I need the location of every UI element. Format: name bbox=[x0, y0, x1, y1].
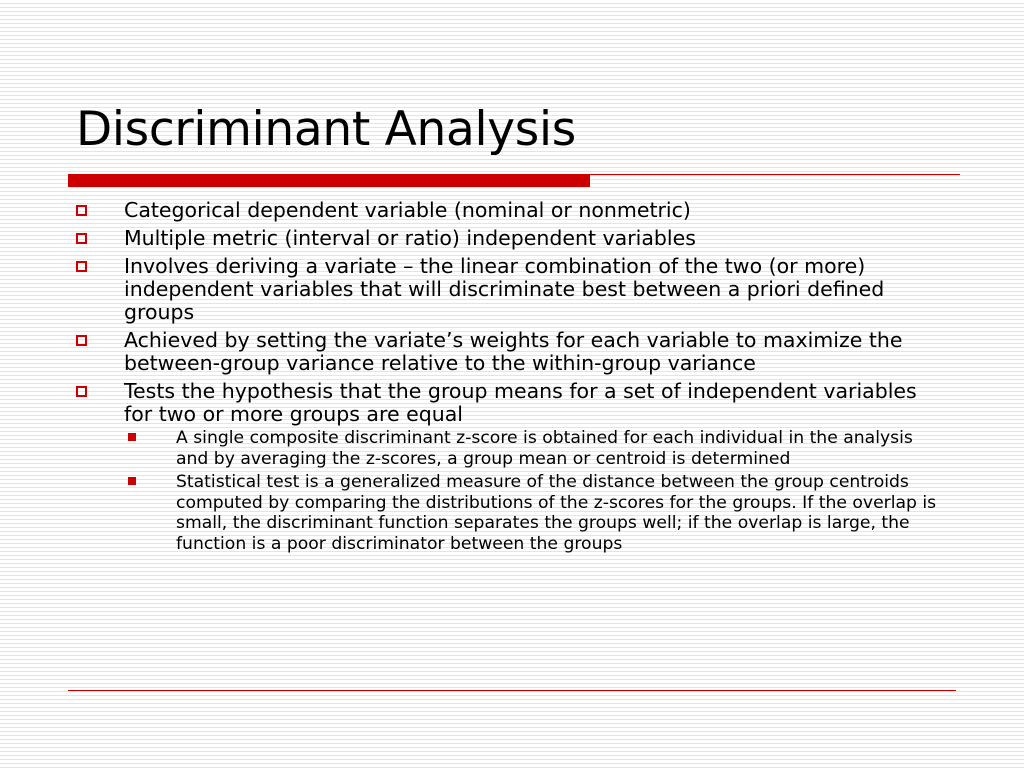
hollow-square-bullet-icon bbox=[76, 233, 87, 244]
bullet-text: Tests the hypothesis that the group means for a set of independent variables for two or more groups are equal bbox=[124, 379, 917, 426]
title-underline-thick-bar bbox=[68, 174, 590, 187]
filled-square-bullet-icon bbox=[128, 433, 136, 441]
bullet-text: Achieved by setting the variate’s weights for each variable to maximize the between-group variance relative to the within-group variance bbox=[124, 328, 903, 375]
title-underline-thin-line bbox=[590, 174, 960, 175]
filled-square-bullet-icon bbox=[128, 477, 136, 485]
sub-bullet-text: A single composite discriminant z-score is obtained for each individual in the analysis and by averaging the z-scores, a group mean or centroid is determined bbox=[176, 428, 913, 469]
sub-bullet-item bbox=[128, 472, 956, 554]
sub-bullet-text: Statistical test is a generalized measure of the distance between the group centroids computed by comparing the distributions of the z-scores for the groups. If the overlap is small, the discriminant function separates the groups well; if the overlap is large, the function is a poor discriminator between the groups bbox=[176, 472, 937, 554]
bullet-list bbox=[76, 199, 956, 557]
bullet-item bbox=[76, 199, 956, 222]
hollow-square-bullet-icon bbox=[76, 335, 87, 346]
bullet-text: Categorical dependent variable (nominal or nonmetric) bbox=[124, 198, 691, 222]
bullet-item bbox=[76, 380, 956, 426]
bullet-text: Involves deriving a variate – the linear combination of the two (or more) independent variables that will discriminate best between a priori defined groups bbox=[124, 254, 885, 324]
hollow-square-bullet-icon bbox=[76, 205, 87, 216]
title-underline bbox=[68, 174, 960, 188]
bullet-item bbox=[76, 329, 956, 375]
hollow-square-bullet-icon bbox=[76, 386, 87, 397]
sub-bullet-list bbox=[128, 428, 956, 554]
bullet-item bbox=[76, 227, 956, 250]
bullet-item bbox=[76, 255, 956, 324]
bullet-text: Multiple metric (interval or ratio) independent variables bbox=[124, 226, 696, 250]
slide-title: Discriminant Analysis bbox=[76, 102, 576, 157]
sub-bullet-item bbox=[128, 428, 956, 469]
footer-divider bbox=[68, 690, 956, 691]
hollow-square-bullet-icon bbox=[76, 261, 87, 272]
